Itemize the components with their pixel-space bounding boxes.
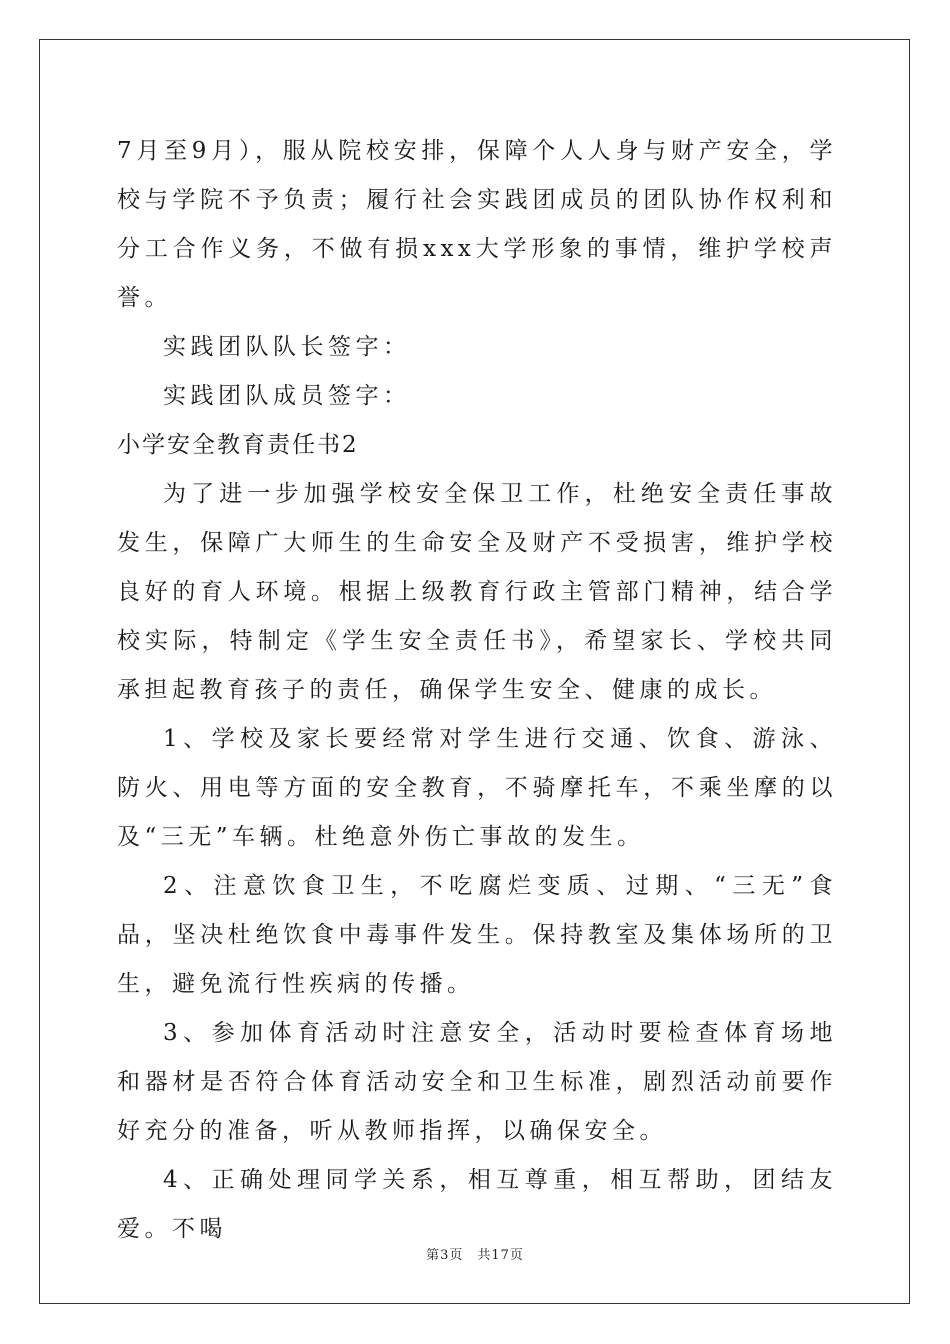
paragraph-item-3: 3、参加体育活动时注意安全，活动时要检查体育场地和器材是否符合体育活动安全和卫生标准，剧烈活动前要作好充分的准备，听从教师指挥，以确保安全。	[117, 1020, 837, 1144]
paragraph-leader-signature: 实践团队队长签字：	[163, 334, 411, 360]
page-number: 第3页	[426, 1248, 464, 1263]
paragraph-item-2: 2、注意饮食卫生，不吃腐烂变质、过期、“三无”食品，坚决杜绝饮食中毒事件发生。保持教室及集体场所的卫生，避免流行性疾病的传播。	[117, 873, 837, 997]
paragraph-item-1: 1、学校及家长要经常对学生进行交通、饮食、游泳、防火、用电等方面的安全教育，不骑摩托车，不乘坐摩的以及“三无”车辆。杜绝意外伤亡事故的发生。	[117, 726, 837, 850]
page-footer	[0, 1244, 950, 1263]
paragraph-member-signature: 实践团队成员签字：	[163, 383, 411, 409]
document-body	[117, 127, 837, 1254]
paragraph-intro: 为了进一步加强学校安全保卫工作，杜绝安全责任事故发生，保障广大师生的生命安全及财产不受损害，维护学校良好的育人环境。根据上级教育行政主管部门精神，结合学校实际，特制定《学生安全责任书》，希望家长、学校共同承担起教育孩子的责任，确保学生安全、健康的成长。	[117, 481, 837, 703]
section-heading: 小学安全教育责任书2	[117, 432, 359, 458]
paragraph-item-4: 4、正确处理同学关系，相互尊重，相互帮助，团结友爱。不喝	[117, 1167, 837, 1242]
paragraph-continuation: 7月至9月），服从院校安排，保障个人人身与财产安全，学校与学院不予负责；履行社会实践团成员的团队协作权利和分工合作义务，不做有损xxx大学形象的事情，维护学校声誉。	[117, 138, 837, 311]
page-total: 共17页	[477, 1248, 524, 1263]
